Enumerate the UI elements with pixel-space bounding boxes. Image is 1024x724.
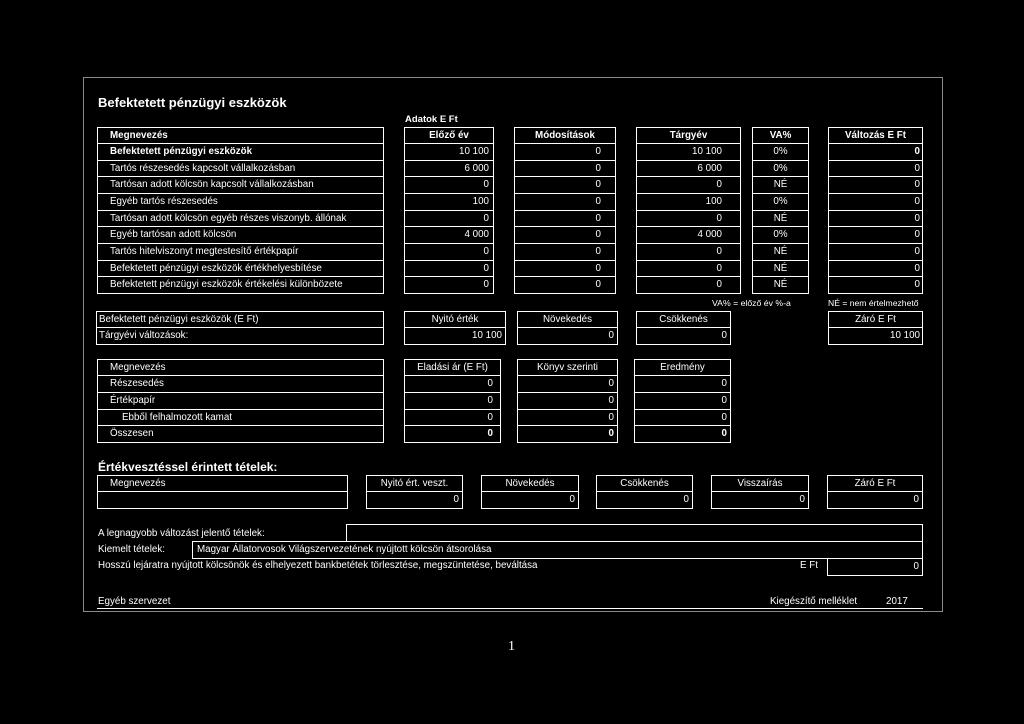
changes-opening-value: 10 100	[404, 327, 506, 345]
asset-row-label: Befektetett pénzügyi eszközök értékhelyesbítése	[97, 260, 384, 277]
disposals-header-sale-price: Eladási ár (E Ft)	[404, 359, 501, 376]
legend-va: VA% = előző év %-a	[712, 298, 791, 308]
impairment-decrease-value: 0	[596, 491, 693, 509]
largest-changes-label: A legnagyobb változást jelentő tételek:	[98, 528, 265, 539]
va-percent-value: 0%	[752, 193, 809, 211]
disposals-header-book-value: Könyv szerinti	[517, 359, 618, 376]
header-modifications: Módosítások	[514, 127, 616, 144]
book-value-total: 0	[517, 425, 618, 443]
va-percent-value: NÉ	[752, 260, 809, 277]
current-year-value: 0	[636, 276, 741, 294]
highlighted-items-label: Kiemelt tételek:	[98, 544, 165, 555]
prev-year-value: 100	[404, 193, 494, 211]
disposals-header-result: Eredmény	[634, 359, 731, 376]
change-value: 0	[828, 243, 923, 261]
unit-caption: Adatok E Ft	[405, 114, 458, 125]
changes-closing-value: 10 100	[828, 327, 923, 345]
asset-row-label: Befektetett pénzügyi eszközök értékelési különbözete	[97, 276, 384, 294]
change-value: 0	[828, 226, 923, 244]
changes-header-name: Befektetett pénzügyi eszközök (E Ft)	[96, 311, 384, 328]
asset-row-label: Befektetett pénzügyi eszközök	[97, 143, 384, 161]
prev-year-value: 0	[404, 260, 494, 277]
prev-year-value: 0	[404, 243, 494, 261]
va-percent-value: NÉ	[752, 276, 809, 294]
impairment-header-name: Megnevezés	[97, 475, 348, 492]
va-percent-value: NÉ	[752, 243, 809, 261]
prev-year-value: 0	[404, 210, 494, 227]
modifications-value: 0	[514, 210, 616, 227]
long-term-value: 0	[827, 558, 923, 576]
changes-header-increase: Növekedés	[517, 311, 618, 328]
va-percent-value: NÉ	[752, 210, 809, 227]
result-value: 0	[634, 375, 731, 393]
change-value: 0	[828, 260, 923, 277]
current-year-value: 4 000	[636, 226, 741, 244]
impairment-reversal-value: 0	[711, 491, 809, 509]
asset-row-label: Tartósan adott kölcsön kapcsolt vállalkozásban	[97, 176, 384, 194]
current-year-value: 100	[636, 193, 741, 211]
current-year-value: 0	[636, 176, 741, 194]
current-year-value: 10 100	[636, 143, 741, 161]
disposals-row-label: Részesedés	[97, 375, 384, 393]
section-title: Befektetett pénzügyi eszközök	[98, 95, 287, 110]
largest-changes-field	[346, 524, 923, 542]
header-prev-year: Előző év	[404, 127, 494, 144]
result-total: 0	[634, 425, 731, 443]
current-year-value: 6 000	[636, 160, 741, 177]
change-value: 0	[828, 176, 923, 194]
modifications-value: 0	[514, 276, 616, 294]
disposals-row-label: Értékpapír	[97, 392, 384, 410]
change-value: 0	[828, 210, 923, 227]
result-value: 0	[634, 409, 731, 426]
sale-price-value: 0	[404, 409, 501, 426]
footer-year: 2017	[886, 596, 908, 607]
impairment-header-increase: Növekedés	[481, 475, 579, 492]
book-value-value: 0	[517, 392, 618, 410]
prev-year-value: 10 100	[404, 143, 494, 161]
disposals-row-label: Ebből felhalmozott kamat	[97, 409, 384, 426]
impairment-header-decrease: Csökkenés	[596, 475, 693, 492]
modifications-value: 0	[514, 160, 616, 177]
book-value-value: 0	[517, 375, 618, 393]
result-value: 0	[634, 392, 731, 410]
disposals-total-label: Összesen	[97, 425, 384, 443]
change-value: 0	[828, 160, 923, 177]
change-value: 0	[828, 276, 923, 294]
asset-row-label: Tartósan adott kölcsön egyéb részes viszonyb. állónak	[97, 210, 384, 227]
va-percent-value: 0%	[752, 226, 809, 244]
footer-rule	[97, 608, 923, 609]
header-change: Változás E Ft	[828, 127, 923, 144]
asset-row-label: Egyéb tartósan adott kölcsön	[97, 226, 384, 244]
current-year-value: 0	[636, 260, 741, 277]
changes-decrease-value: 0	[636, 327, 731, 345]
modifications-value: 0	[514, 176, 616, 194]
prev-year-value: 0	[404, 176, 494, 194]
impairment-header-closing: Záró E Ft	[827, 475, 923, 492]
changes-header-decrease: Csökkenés	[636, 311, 731, 328]
prev-year-value: 4 000	[404, 226, 494, 244]
sale-price-value: 0	[404, 392, 501, 410]
long-term-unit: E Ft	[800, 560, 818, 571]
impairment-name-field	[97, 491, 348, 509]
changes-increase-value: 0	[517, 327, 618, 345]
book-value-value: 0	[517, 409, 618, 426]
sale-price-value: 0	[404, 375, 501, 393]
impairment-opening-value: 0	[366, 491, 463, 509]
footer-organization-type: Egyéb szervezet	[98, 596, 171, 607]
header-va-percent: VA%	[752, 127, 809, 144]
modifications-value: 0	[514, 243, 616, 261]
change-value: 0	[828, 143, 923, 161]
modifications-value: 0	[514, 226, 616, 244]
changes-row-label: Tárgyévi változások:	[96, 327, 384, 345]
impairment-closing-value: 0	[827, 491, 923, 509]
va-percent-value: NÉ	[752, 176, 809, 194]
changes-header-closing: Záró E Ft	[828, 311, 923, 328]
change-value: 0	[828, 193, 923, 211]
current-year-value: 0	[636, 210, 741, 227]
impairment-increase-value: 0	[481, 491, 579, 509]
asset-row-label: Tartós hitelviszonyt megtestesítő értékpapír	[97, 243, 384, 261]
long-term-loans-label: Hosszú lejáratra nyújtott kölcsönök és elhelyezett bankbetétek törlesztése, megszüntetése, beváltása	[98, 560, 538, 571]
current-year-value: 0	[636, 243, 741, 261]
header-name: Megnevezés	[97, 127, 384, 144]
prev-year-value: 0	[404, 276, 494, 294]
impairment-header-opening: Nyitó ért. veszt.	[366, 475, 463, 492]
highlighted-items-field: Magyar Állatorvosok Világszervezetének nyújtott kölcsön átsorolása	[192, 541, 923, 559]
page-number: 1	[508, 639, 515, 654]
va-percent-value: 0%	[752, 160, 809, 177]
impairment-header-reversal: Visszaírás	[711, 475, 809, 492]
disposals-header-name: Megnevezés	[97, 359, 384, 376]
footer-document-name: Kiegészítő melléklet	[770, 596, 858, 607]
changes-header-opening: Nyitó érték	[404, 311, 506, 328]
sale-price-total: 0	[404, 425, 501, 443]
modifications-value: 0	[514, 193, 616, 211]
asset-row-label: Egyéb tartós részesedés	[97, 193, 384, 211]
va-percent-value: 0%	[752, 143, 809, 161]
impairment-title: Értékvesztéssel érintett tételek:	[98, 460, 278, 474]
asset-row-label: Tartós részesedés kapcsolt vállalkozásban	[97, 160, 384, 177]
prev-year-value: 6 000	[404, 160, 494, 177]
legend-ne: NÉ = nem értelmezhető	[828, 298, 919, 308]
modifications-value: 0	[514, 260, 616, 277]
header-current-year: Tárgyév	[636, 127, 741, 144]
modifications-value: 0	[514, 143, 616, 161]
